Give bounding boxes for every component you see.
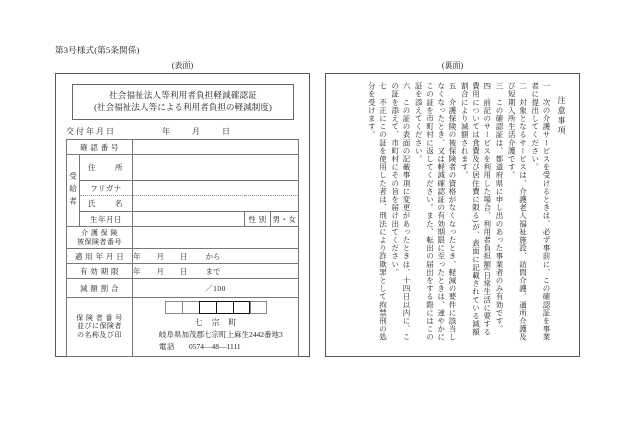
insurer-label-line3: の名称及び印: [77, 330, 122, 339]
insurer-number-box-1[interactable]: [165, 301, 182, 314]
back-side-caption: (裏面): [441, 61, 464, 70]
name-value[interactable]: [133, 196, 299, 212]
note-item-4: 四 前記のサービスを利用した場合、利用者負担額(日常生活に要する費用については食費及び居住費に限る)が、表面に記載されている減額割合により減額されます。: [460, 82, 492, 337]
issue-day-field[interactable]: 日: [222, 126, 230, 136]
certificate-form-table: [66, 139, 299, 357]
insurer-label: [67, 298, 133, 357]
gender-label: 性 別: [245, 212, 271, 227]
insurer-number-box-2[interactable]: [182, 301, 199, 314]
birthdate-value[interactable]: [133, 212, 245, 227]
table-row-reduction-rate: [67, 279, 299, 298]
insurer-label-line1: 保 険 者 番 号: [76, 314, 123, 323]
furigana-value[interactable]: [133, 181, 299, 196]
table-row-furigana: [67, 181, 299, 196]
apply-date-label: 適 用 年 月 日: [67, 249, 133, 264]
issue-year-field[interactable]: 年: [162, 126, 170, 136]
table-row-apply-date: [67, 249, 299, 264]
table-row-expiry-date: [67, 264, 299, 279]
apply-month: 月: [156, 251, 164, 261]
insurer-telephone: [159, 341, 241, 352]
insurer-name: 七宗町: [194, 318, 246, 327]
note-item-2: 二 対象となるサービスは、介護老人福祉施設、訪問介護、通所介護及び短期入所生活介護です。: [507, 82, 528, 342]
insurance-number-label-line2: 被保険者番号: [77, 237, 122, 246]
expiry-year: 年: [133, 266, 141, 276]
insurer-number-box-6[interactable]: [250, 301, 267, 314]
insurer-number-box-4[interactable]: [216, 301, 233, 314]
issue-date-row: [66, 124, 298, 138]
notes-container: [332, 82, 573, 350]
note-item-7: 七 不正にこの証を使用した者は、刑法により詐欺罪として拘禁刑の処分を受けます。: [367, 82, 388, 342]
issue-date-fields[interactable]: [132, 126, 298, 137]
insurer-label-line2: 並びに保険者: [77, 322, 122, 331]
insurer-number-box-3[interactable]: [199, 301, 216, 314]
issue-month-field[interactable]: 月: [192, 126, 200, 136]
insurer-number-boxes[interactable]: [165, 301, 267, 314]
apply-date-value[interactable]: [133, 249, 299, 264]
telephone-label: 電話: [159, 342, 175, 351]
furigana-label: フリガナ: [80, 181, 133, 196]
insurance-number-value[interactable]: [133, 227, 299, 249]
table-row-insurance-number: [67, 227, 299, 249]
front-side-caption: (表面): [171, 61, 194, 70]
birthdate-label: 生年月日: [80, 212, 133, 227]
expiry-month: 月: [156, 266, 164, 276]
note-item-6: 六 この証の表面の記載事項に変更があったときは、十四日以内に、この証を添えて、市町村にその旨を届け出てください。: [390, 82, 411, 342]
front-side-panel: [55, 73, 310, 357]
address-label: 住 所: [80, 155, 133, 181]
confirm-number-value[interactable]: [133, 140, 299, 155]
insurance-number-label: [67, 227, 133, 249]
issue-date-label: 交付年月日: [66, 126, 116, 136]
notes-heading: 注意事項: [557, 96, 566, 136]
confirm-number-label: 確 認 番 号: [67, 140, 133, 155]
expiry-day: 日: [180, 266, 188, 276]
insurance-number-label-line1: 介 護 保 険: [81, 229, 118, 238]
apply-year: 年: [133, 251, 141, 261]
note-item-3: 三 この確認証は、都道府県に申し出のあった事業者のみ有効です。: [495, 82, 504, 334]
table-row-name: [67, 196, 299, 212]
telephone-number: 0574—48—1111: [189, 342, 241, 351]
table-row-address: [67, 155, 299, 181]
apply-suffix: から: [205, 251, 221, 261]
expiry-date-label: 有 効 期 限: [67, 264, 133, 279]
insurer-details: [133, 298, 299, 357]
table-row-insurer: [67, 298, 299, 357]
certificate-title: 社会福祉法人等利用者負担軽減確認証: [109, 90, 257, 100]
insurer-number-box-5[interactable]: [233, 301, 250, 314]
note-item-1: 一 次の介護サービスを受けるときは、必ず事前に、この確認証を事業者に提出してください。: [530, 82, 551, 342]
address-value[interactable]: [133, 155, 299, 181]
expiry-date-value[interactable]: [133, 264, 299, 279]
name-label: 氏 名: [80, 196, 133, 212]
back-side-panel: [325, 73, 580, 357]
recipient-vertical-label: 受給者: [67, 155, 80, 227]
reduction-rate-value[interactable]: ／100: [133, 279, 299, 298]
table-row-birthdate: [67, 212, 299, 227]
expiry-suffix: まで: [205, 266, 221, 276]
form-number: 第3号様式(第5条関係): [55, 45, 140, 55]
reduction-rate-label: 減 額 割 合: [67, 279, 133, 298]
insurer-address: 岐阜県加茂郡七宗町上麻生2442番地3: [159, 330, 283, 339]
apply-day: 日: [180, 251, 188, 261]
certificate-subtitle: (社会福祉法人等による利用者負担の軽減制度): [94, 102, 272, 113]
gender-value[interactable]: 男・女: [271, 212, 299, 227]
table-row-confirm-number: [67, 140, 299, 155]
note-item-5: 五 介護保険の被保険者の資格がなくなったとき、軽減の要件に該当しなくなったとき、又は軽減確認証の有効期限に至ったときは、速やかにこの証を市町村に返してください。また、転出の届出をする際にはこの証を添えてください。: [414, 82, 457, 342]
certificate-title-box: [72, 84, 294, 120]
